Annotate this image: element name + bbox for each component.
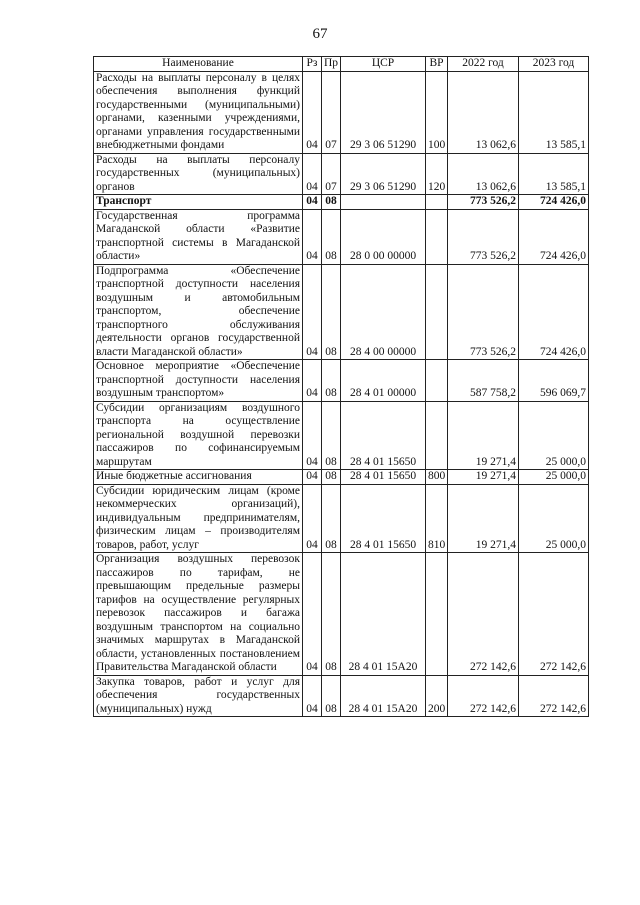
- cell-pr: 07: [322, 71, 341, 153]
- cell-rz: 04: [303, 153, 322, 195]
- cell-name: Иные бюджетные ассигнования: [94, 470, 303, 485]
- cell-vr: [426, 401, 448, 470]
- cell-name: Расходы на выплаты персоналу государственных (муниципальных) органов: [94, 153, 303, 195]
- cell-csr: 28 4 00 00000: [341, 264, 426, 360]
- cell-vr: 120: [426, 153, 448, 195]
- cell-rz: 04: [303, 553, 322, 676]
- table-row: [94, 71, 589, 153]
- cell-2022: 773 526,2: [448, 264, 519, 360]
- cell-name: Расходы на выплаты персоналу в целях обеспечения выполнения функций государственными (муниципальными) органами, казенными учреждениями, органами управления государственными внебюджетными фондами: [94, 71, 303, 153]
- cell-2022: 272 142,6: [448, 553, 519, 676]
- column-header-vr: ВР: [426, 57, 448, 72]
- table-body: [94, 71, 589, 717]
- table-row: [94, 675, 589, 717]
- budget-table: [93, 56, 589, 717]
- table-row: [94, 195, 589, 210]
- cell-2022: 773 526,2: [448, 209, 519, 264]
- cell-pr: 07: [322, 153, 341, 195]
- cell-2023: 25 000,0: [519, 484, 589, 553]
- cell-2022: 19 271,4: [448, 484, 519, 553]
- cell-name: Основное мероприятие «Обеспечение транспортной доступности населения воздушным транспортом»: [94, 360, 303, 402]
- cell-vr: 810: [426, 484, 448, 553]
- page-number: 67: [312, 26, 328, 42]
- column-header-2023: 2023 год: [519, 57, 589, 72]
- cell-rz: 04: [303, 484, 322, 553]
- cell-csr: 28 4 01 00000: [341, 360, 426, 402]
- column-header-pr: Пр: [322, 57, 341, 72]
- cell-csr: 29 3 06 51290: [341, 153, 426, 195]
- cell-2022: 13 062,6: [448, 71, 519, 153]
- cell-csr: 28 4 01 15650: [341, 470, 426, 485]
- cell-pr: 08: [322, 675, 341, 717]
- cell-csr: 28 0 00 00000: [341, 209, 426, 264]
- cell-name: Субсидии юридическим лицам (кроме некоммерческих организаций), индивидуальным предпринимателям, физическим лицам – производителям товаров, работ, услуг: [94, 484, 303, 553]
- cell-vr: 200: [426, 675, 448, 717]
- cell-pr: 08: [322, 553, 341, 676]
- cell-csr: 28 4 01 15А20: [341, 553, 426, 676]
- cell-2023: 13 585,1: [519, 153, 589, 195]
- cell-rz: 04: [303, 401, 322, 470]
- cell-pr: 08: [322, 264, 341, 360]
- cell-csr: 29 3 06 51290: [341, 71, 426, 153]
- table-row: [94, 470, 589, 485]
- cell-2023: 25 000,0: [519, 401, 589, 470]
- cell-name: Государственная программа Магаданской области «Развитие транспортной системы в Магаданской области»: [94, 209, 303, 264]
- cell-2022: 19 271,4: [448, 470, 519, 485]
- cell-rz: 04: [303, 209, 322, 264]
- table-row: [94, 264, 589, 360]
- cell-2023: 724 426,0: [519, 195, 589, 210]
- cell-pr: 08: [322, 470, 341, 485]
- cell-vr: 800: [426, 470, 448, 485]
- cell-2022: 587 758,2: [448, 360, 519, 402]
- table-row: [94, 401, 589, 470]
- cell-pr: 08: [322, 401, 341, 470]
- cell-csr: [341, 195, 426, 210]
- table-row: [94, 209, 589, 264]
- cell-rz: 04: [303, 360, 322, 402]
- cell-name: Транспорт: [94, 195, 303, 210]
- cell-pr: 08: [322, 209, 341, 264]
- table-row: [94, 153, 589, 195]
- cell-name: Подпрограмма «Обеспечение транспортной доступности населения воздушным и автомобильным транспортом, обеспечение транспортного обслуживания деятельности органов государственной власти Магаданской области»: [94, 264, 303, 360]
- cell-2022: 272 142,6: [448, 675, 519, 717]
- cell-rz: 04: [303, 195, 322, 210]
- cell-vr: [426, 553, 448, 676]
- cell-2022: 19 271,4: [448, 401, 519, 470]
- cell-vr: [426, 209, 448, 264]
- table-row: [94, 484, 589, 553]
- cell-rz: 04: [303, 675, 322, 717]
- cell-csr: 28 4 01 15650: [341, 401, 426, 470]
- table-row: [94, 553, 589, 676]
- cell-vr: 100: [426, 71, 448, 153]
- cell-2023: 13 585,1: [519, 71, 589, 153]
- cell-2023: 724 426,0: [519, 209, 589, 264]
- cell-csr: 28 4 01 15650: [341, 484, 426, 553]
- cell-2023: 272 142,6: [519, 675, 589, 717]
- cell-pr: 08: [322, 360, 341, 402]
- column-header-2022: 2022 год: [448, 57, 519, 72]
- cell-rz: 04: [303, 71, 322, 153]
- cell-pr: 08: [322, 195, 341, 210]
- column-header-name: Наименование: [94, 57, 303, 72]
- cell-rz: 04: [303, 264, 322, 360]
- cell-2022: 773 526,2: [448, 195, 519, 210]
- column-header-csr: ЦСР: [341, 57, 426, 72]
- cell-name: Субсидии организациям воздушного транспорта на осуществление региональной воздушной перевозки пассажиров по софинансируемым маршрутам: [94, 401, 303, 470]
- table-row: [94, 360, 589, 402]
- cell-2022: 13 062,6: [448, 153, 519, 195]
- cell-vr: [426, 360, 448, 402]
- cell-rz: 04: [303, 470, 322, 485]
- cell-2023: 724 426,0: [519, 264, 589, 360]
- cell-name: Организация воздушных перевозок пассажиров по тарифам, не превышающим предельные размеры тарифов на осуществление регулярных перевозок пассажиров и багажа воздушным транспортом на социально значимых маршрутах в Магаданской области, установленных постановлением Правительства Магаданской области: [94, 553, 303, 676]
- cell-2023: 272 142,6: [519, 553, 589, 676]
- cell-pr: 08: [322, 484, 341, 553]
- table-header-row: [94, 57, 589, 72]
- cell-vr: [426, 264, 448, 360]
- cell-csr: 28 4 01 15А20: [341, 675, 426, 717]
- column-header-rz: Рз: [303, 57, 322, 72]
- cell-2023: 25 000,0: [519, 470, 589, 485]
- cell-vr: [426, 195, 448, 210]
- cell-name: Закупка товаров, работ и услуг для обеспечения государственных (муниципальных) нужд: [94, 675, 303, 717]
- cell-2023: 596 069,7: [519, 360, 589, 402]
